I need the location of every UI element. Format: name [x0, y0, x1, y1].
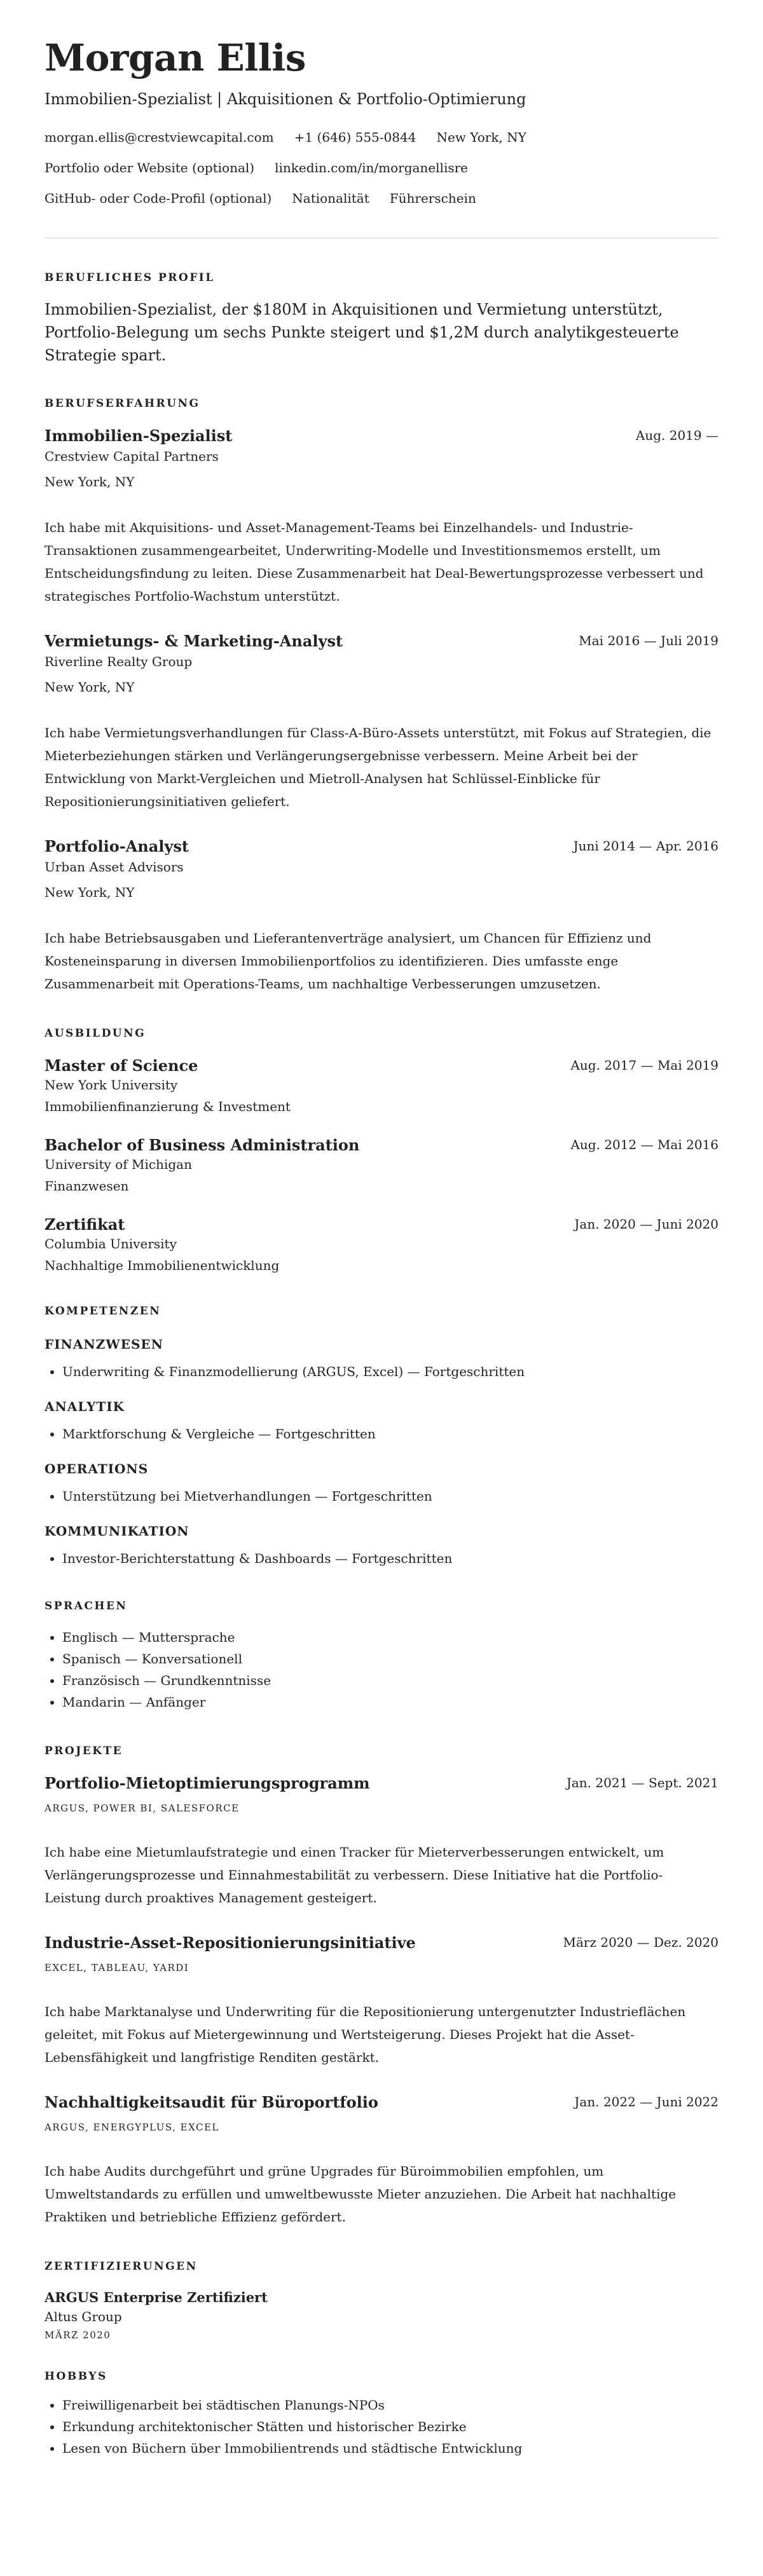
projects-section [45, 1745, 718, 2228]
job-location: New York, NY [45, 885, 135, 900]
project-description: Ich habe eine Mietumlaufstrategie und einen Tracker für Mieterverbesserungen entwickelt, um Verlängerungsprozesse und Einnahmestabilität zu verbessern. Diese Initiative hat die Portfolio-Leistung durch proaktives Management gesteigert. [45, 1844, 664, 1905]
language-item: • Spanisch — Konversationell [62, 1648, 718, 1670]
github-link[interactable]: GitHub- oder Code-Profil (optional) [45, 191, 272, 206]
job-description: Ich habe Vermietungsverhandlungen für Class-A-Büro-Assets unterstützt, mit Fokus auf Strategien, die Mieterbeziehungen stärken und Verlängerungsergebnisse verbessern. Meine Arbeit bei der Entwicklung von Markt-Vergleichen und Mietroll-Analysen hat Schlüssel-Einblicke für Repositionierungsinitiativen geliefert. [45, 725, 711, 809]
field-of-study: Immobilienfinanzierung & Investment [45, 1099, 291, 1114]
project-tech: ARGUS, ENERGYPLUS, EXCEL [45, 2122, 219, 2133]
hobby-item: • Erkundung architektonischer Stätten und historischer Bezirke [62, 2416, 718, 2437]
job-dates: Aug. 2019 — [635, 428, 718, 443]
education-entry [45, 1056, 718, 1114]
skill-category-name: KOMMUNIKATION [45, 1523, 189, 1539]
hobbies-section [45, 2370, 718, 2459]
experience-entry [45, 426, 718, 608]
section-title: ZERTIFIZIERUNGEN [45, 2260, 198, 2273]
project-entry [45, 1774, 718, 1909]
field-of-study: Nachhaltige Immobilienentwicklung [45, 1258, 280, 1273]
hobby-item: • Freiwilligenarbeit bei städtischen Planungs-NPOs [62, 2394, 718, 2416]
phone-number: +1 (646) 555-0844 [294, 130, 416, 145]
skill-category-name: ANALYTIK [45, 1399, 125, 1414]
certification-issuer: Altus Group [45, 2309, 122, 2324]
degree: Zertifikat [45, 1215, 125, 1234]
nationality: Nationalität [292, 191, 369, 206]
section-title: AUSBILDUNG [45, 1027, 146, 1040]
skill-item: • Unterstützung bei Mietverhandlungen — Fortgeschritten [62, 1487, 718, 1506]
certification-name: ARGUS Enterprise Zertifiziert [45, 2289, 268, 2305]
degree: Bachelor of Business Administration [45, 1136, 360, 1154]
degree: Master of Science [45, 1056, 198, 1075]
section-title: SPRACHEN [45, 1600, 128, 1612]
education-section [45, 1027, 718, 1273]
job-dates: Juni 2014 — Apr. 2016 [573, 838, 718, 854]
project-dates: Jan. 2021 — Sept. 2021 [566, 1775, 718, 1790]
certification-entry [45, 2289, 718, 2341]
skill-category [45, 1399, 718, 1443]
project-description: Ich habe Marktanalyse und Underwriting für die Repositionierung untergenutzter Industrieflächen geleitet, mit Fokus auf Mietergewinnung und Wertsteigerung. Dieses Projekt hat die Asset-Lebensfähigkeit und langfristige Renditen gestärkt. [45, 2004, 686, 2065]
language-item: • Mandarin — Anfänger [62, 1691, 718, 1713]
job-title: Portfolio-Analyst [45, 837, 189, 855]
section-title: PROJEKTE [45, 1745, 123, 1757]
section-title: BERUFLICHES PROFIL [45, 271, 215, 284]
experience-entry [45, 632, 718, 813]
company: Riverline Realty Group [45, 654, 193, 669]
section-title: KOMPETENZEN [45, 1305, 162, 1318]
candidate-name: Morgan Ellis [45, 36, 306, 79]
language-item: • Englisch — Muttersprache [62, 1626, 718, 1648]
skill-category [45, 1337, 718, 1381]
company: Urban Asset Advisors [45, 859, 184, 875]
education-dates: Jan. 2020 — Juni 2020 [574, 1216, 718, 1232]
skill-category [45, 1523, 718, 1568]
portfolio-link[interactable]: Portfolio oder Website (optional) [45, 160, 255, 175]
skills-section [45, 1305, 718, 1568]
education-entry [45, 1215, 718, 1273]
profile-summary: Immobilien-Spezialist, der $180M in Akquisitionen und Vermietung unterstützt, Portfolio-Belegung um sechs Punkte steigert und $1,2M durch analytikgesteuerte Strategie spart. [45, 301, 679, 364]
resume-header [45, 36, 718, 214]
drivers-license: Führerschein [389, 191, 476, 206]
skill-item: • Marktforschung & Vergleiche — Fortgeschritten [62, 1424, 718, 1443]
job-location: New York, NY [45, 679, 135, 695]
job-description: Ich habe mit Akquisitions- und Asset-Management-Teams bei Einzelhandels- und Industrie-Transaktionen zusammengearbeitet, Underwriting-Modelle und Investitionsmemos erstellt, um Entscheidungsfindung zu leiten. Diese Zusammenarbeit hat Deal-Bewertungsprozesse verbessert und strategisches Portfolio-Wachstum unterstützt. [45, 520, 704, 604]
project-title: Nachhaltigkeitsaudit für Büroportfolio [45, 2093, 378, 2111]
location: New York, NY [436, 130, 526, 145]
experience-entry [45, 837, 718, 995]
project-tech: EXCEL, TABLEAU, YARDI [45, 1962, 189, 1973]
project-entry [45, 1933, 718, 2069]
company: Crestview Capital Partners [45, 449, 219, 464]
email-link[interactable]: morgan.ellis@crestviewcapital.com [45, 130, 274, 145]
project-title: Industrie-Asset-Repositionierungsinitiative [45, 1933, 416, 1952]
education-entry [45, 1136, 718, 1194]
skill-category-name: OPERATIONS [45, 1461, 149, 1476]
project-title: Portfolio-Mietoptimierungsprogramm [45, 1774, 370, 1792]
education-dates: Aug. 2012 — Mai 2016 [570, 1137, 718, 1152]
school: New York University [45, 1077, 178, 1093]
section-title: BERUFSERFAHRUNG [45, 397, 200, 410]
project-description: Ich habe Audits durchgeführt und grüne Upgrades für Büroimmobilien empfohlen, um Umweltstandards zu erfüllen und umweltbewusste Mieter anzuziehen. Die Arbeit hat nachhaltige Praktiken und betriebliche Effizienz gefördert. [45, 2164, 677, 2225]
certification-date: MÄRZ 2020 [45, 2329, 111, 2341]
headline: Immobilien-Spezialist | Akquisitionen & Portfolio-Optimierung [45, 90, 526, 108]
project-entry [45, 2093, 718, 2228]
job-title: Immobilien-Spezialist [45, 426, 233, 445]
job-dates: Mai 2016 — Juli 2019 [579, 633, 718, 648]
languages-section [45, 1600, 718, 1713]
skill-item: • Underwriting & Finanzmodellierung (ARGUS, Excel) — Fortgeschritten [62, 1362, 718, 1381]
job-description: Ich habe Betriebsausgaben und Lieferantenverträge analysiert, um Chancen für Effizienz und Kosteneinsparung in diversen Immobilienportfolios zu identifizieren. Dies umfasste enge Zusammenarbeit mit Operations-Teams, um nachhaltige Verbesserungen umzusetzen. [45, 930, 652, 992]
project-tech: ARGUS, POWER BI, SALESFORCE [45, 1803, 240, 1814]
contact-info [45, 122, 718, 214]
skill-category [45, 1461, 718, 1506]
experience-section [45, 397, 718, 995]
certifications-section [45, 2260, 718, 2341]
skill-item: • Investor-Berichterstattung & Dashboards — Fortgeschritten [62, 1549, 718, 1568]
linkedin-link[interactable]: linkedin.com/in/morganellisre [275, 160, 468, 175]
job-location: New York, NY [45, 474, 135, 489]
education-dates: Aug. 2017 — Mai 2019 [570, 1058, 718, 1073]
school: Columbia University [45, 1236, 177, 1251]
school: University of Michigan [45, 1157, 192, 1172]
job-title: Vermietungs- & Marketing-Analyst [45, 632, 343, 650]
section-title: HOBBYS [45, 2370, 107, 2383]
skill-category-name: FINANZWESEN [45, 1337, 163, 1352]
project-dates: Jan. 2022 — Juni 2022 [574, 2094, 718, 2109]
field-of-study: Finanzwesen [45, 1178, 129, 1194]
profile-section [45, 271, 718, 367]
hobby-item: • Lesen von Büchern über Immobilientrends und städtische Entwicklung [62, 2437, 718, 2459]
project-dates: März 2020 — Dez. 2020 [563, 1935, 718, 1950]
language-item: • Französisch — Grundkenntnisse [62, 1670, 718, 1691]
